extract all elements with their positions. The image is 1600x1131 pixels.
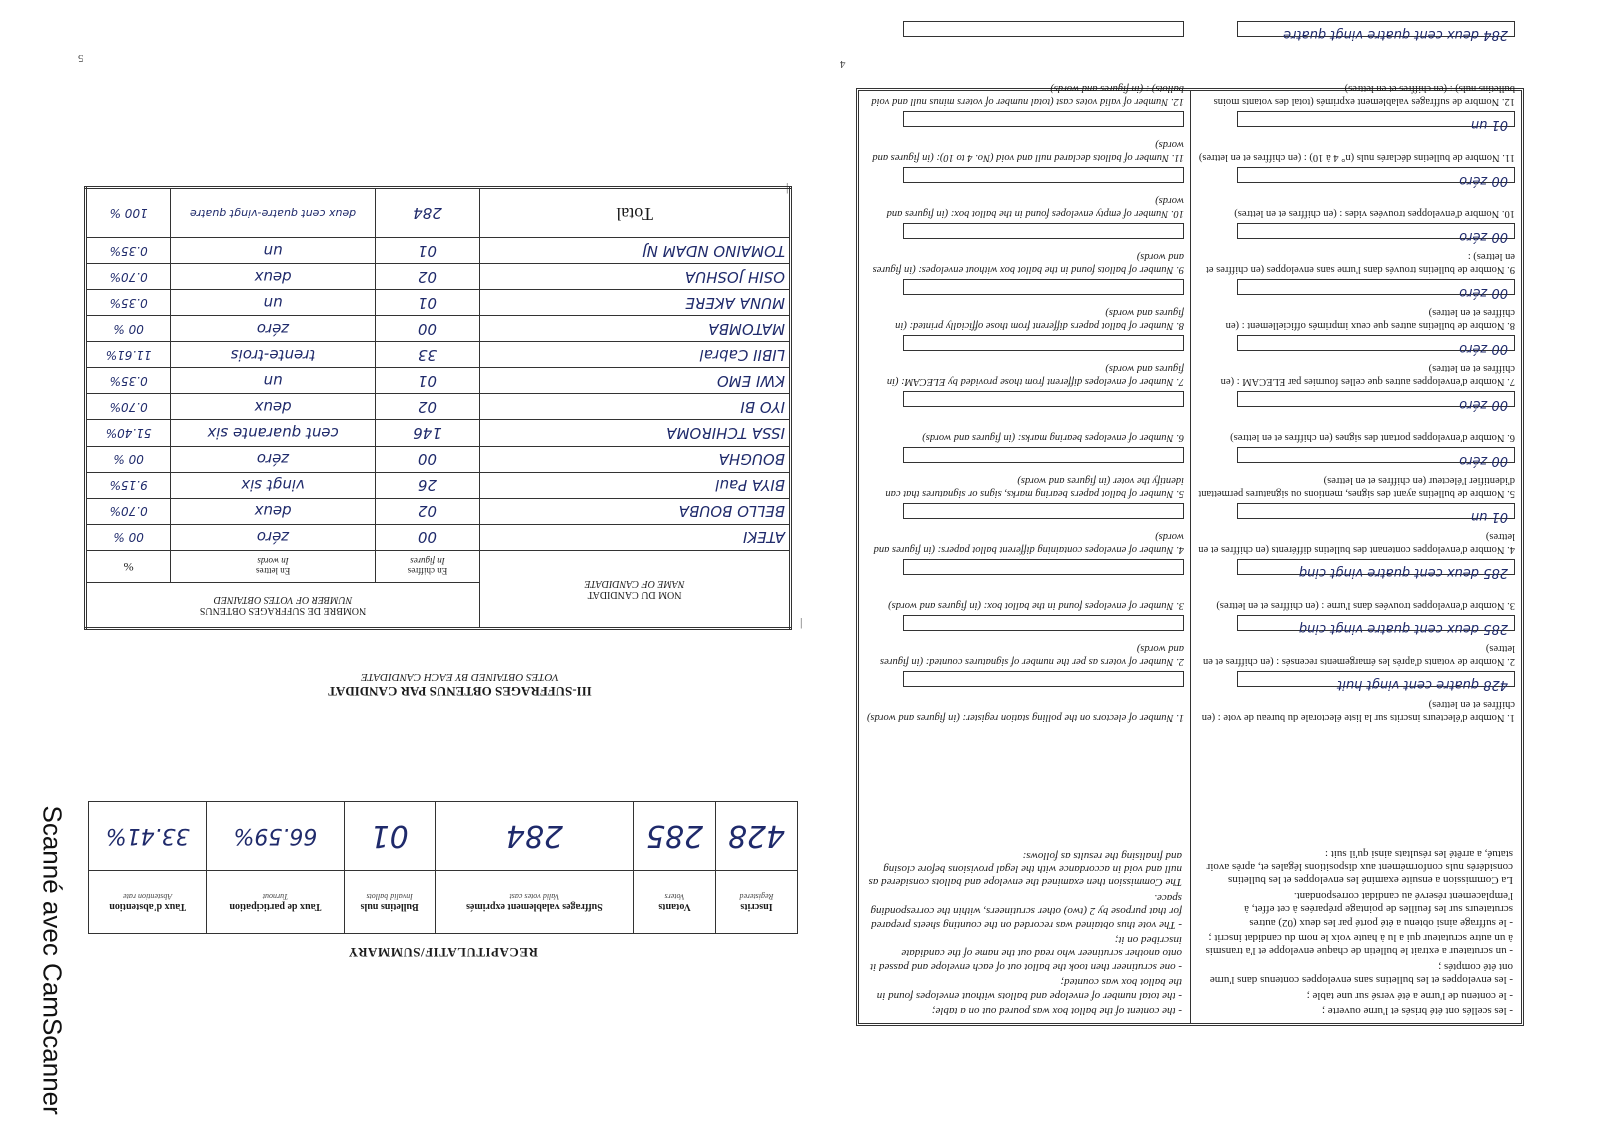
candidate-votes-figures: 26 [375,472,479,498]
form-item-answer-box [903,279,1184,295]
fold-mark: | [800,615,803,629]
summary-abstention-value: 33.41% [89,802,207,871]
summary-head-registered: Inscrits Registered [716,871,798,934]
form-item-fr [1197,611,1515,667]
form-item-answer-box [1237,615,1515,636]
form-item-value: 284 deux cent quatre vingt quatre [1283,27,1508,42]
candidate-votes-figures: 02 [375,498,479,524]
total-figures: 284 [375,188,479,238]
form-item-en [865,219,1184,275]
form-item-answer-box [903,671,1184,687]
form-item-label: 5. Number of ballot papers bearing marks, signs or signatures that can identify the voter (in figures and words) [885,475,1184,499]
form-item-en [865,387,1184,443]
form-item-fr [1197,17,1515,107]
form-item-label: 5. Nombre de bulletins ayant des signes, mentions ou signatures permettant d'identifier l'électeur (en chiffres et en lettres) [1198,475,1515,499]
form-item-value: 285 deux cent quatre vingt cinq [1298,565,1508,580]
candidate-row [86,446,791,472]
form-item-fr [1197,387,1515,443]
candidate-name: ISSA TCHIROMA [480,420,791,446]
candidate-row [86,420,791,446]
candidate-votes-figures: 01 [375,368,479,394]
form-item-label: 2. Number of voters as per the number of signatures counted: (in figures and words) [880,643,1184,667]
form-item-answer-box [1237,111,1515,132]
candidate-votes-figures: 02 [375,394,479,420]
summary-header-row [89,871,798,934]
form-item-value: 01 un [1470,509,1508,524]
candidate-votes-words: vingt six [171,472,376,498]
intro-paragraph: - le suffrage ainsi obtenu a été porté par les deux (02) autres scrutateurs sur les feuilles de pointage préparées à cet effet, à l'emplacement réservé au candidat correspondant. [1244,889,1513,929]
form-item-answer-box [903,223,1184,239]
candidate-row [86,264,791,290]
form-item-answer-box [1237,223,1515,244]
candidate-votes-percent: 00 % [86,524,171,550]
form-item-answer-box [903,615,1184,631]
summary-head-invalid: Bulletins nuls Invalid ballots [344,871,435,934]
form-item-fr [1197,219,1515,275]
form-item-answer-box [903,559,1184,575]
form-item-label: 12. Nombre de suffrages valablement exprimés (total des votants moins bulletins nuls) : (en chiffres et en lettres) [1213,83,1515,107]
form-item-en [865,611,1184,667]
form-item-label: 7. Number of envelopes different from those provided by ELECAM: (in figures and words) [886,363,1184,387]
intro-paragraph: - les scellés ont été brisés et l'urne ouverte ; [1321,1005,1513,1017]
form-item-answer-box [903,391,1184,407]
form-item-en [865,499,1184,555]
candidate-row [86,290,791,316]
form-item-en [865,163,1184,219]
form-item-fr [1197,667,1515,723]
form-item-label: 8. Nombre de bulletins autres que ceux imprimés officiellement : (en chiffres et en lettres) [1225,307,1515,331]
candidate-votes-figures: 02 [375,264,479,290]
form-item-fr [1197,331,1515,387]
form-item-en [865,107,1184,163]
form-item-value: 00 zéro [1459,453,1508,468]
candidate-votes-words: un [171,290,376,316]
candidate-name: MATOMBA [480,316,791,342]
candidate-votes-words: deux [171,264,376,290]
candidates-table [84,186,792,630]
candidate-votes-words: zéro [171,524,376,550]
candidate-votes-figures: 00 [375,446,479,472]
candidate-votes-words: cent quarante six [171,420,376,446]
total-percent: 100 % [86,188,171,238]
form-item-label: 6. Nombre d'enveloppes portant des signes (en chiffres et en lettres) [1230,432,1515,443]
candidate-name: KWI EMO [480,368,791,394]
form-item-label: 4. Nombre d'enveloppes contenant des bulletins différents (en chiffres et en lettres) [1198,531,1515,555]
form-item-value: 01 un [1470,117,1508,132]
form-item-answer-box [1237,559,1515,580]
form-item-en [865,17,1184,107]
form-item-label: 3. Number of envelopes found in the ballot box: (in figures and words) [888,600,1184,611]
form-item-fr [1197,443,1515,499]
total-row [86,188,791,238]
summary-invalid-value: 01 [344,802,435,871]
intro-paragraph: The Commission then examined the envelope and ballots considered as null and void in accordance with the legal provisions before closing and finalising the results as follows: [868,849,1182,889]
form-item-label: 8. Number of ballot papers different from those officially printed: (in figures and words) [895,307,1184,331]
candidate-row [86,524,791,550]
form-item-value: 285 deux cent quatre vingt cinq [1298,621,1508,636]
head-candidate-name: NOM DU CANDIDAT NAME OF CANDIDATE [480,550,791,628]
intro-paragraph: - les enveloppes et les bulletins sans enveloppes contenus dans l'urne ont été comptés ; [1209,960,1513,987]
form-item-en [865,443,1184,499]
head-in-words: En lettres In words [171,550,376,582]
form-item-value: 428 quatre cent vingt huit [1337,677,1508,692]
form-item-label: 10. Number of empty envelopes found in the ballot box: (in figures and words) [886,195,1184,219]
intro-paragraph: - the total number of envelope and ballots without envelopes found in the ballot box was counted; [876,976,1182,1002]
summary-head-turnout: Taux de participation Turnout [207,871,344,934]
page-number-right: 4 [840,58,846,70]
form-item-label: 12. Number of valid votes cast (total number of voters minus null and void ballots) : (in figures and words) [871,83,1184,107]
form-item-label: 2. Nombre de votants d'après les émargements recensés : (en chiffres et en lettres) [1202,643,1515,667]
form-item-value: 00 zéro [1459,341,1508,356]
summary-registered-value: 428 [716,802,798,871]
candidate-votes-words: zéro [171,446,376,472]
candidate-votes-figures: 00 [375,524,479,550]
candidate-name: BIYA Paul [480,472,791,498]
form-item-answer-box [1237,21,1515,42]
form-item-answer-box [903,447,1184,463]
form-item-en [865,275,1184,331]
page-number-left: 5 [78,52,84,64]
candidate-votes-figures: 33 [375,342,479,368]
candidate-name: IYO BI [480,394,791,420]
form-item-answer-box [903,503,1184,519]
candidate-votes-percent: 00 % [86,446,171,472]
form-item-label: 10. Nombre d'enveloppes trouvées vides : (en chiffres et en lettres) [1234,208,1515,219]
intro-paragraph: - The vote thus obtained was recorded on the counting sheets prepared for that purpose by 2 (two) other scrutineers, within the corresponding space. [870,891,1182,931]
form-item-value: 00 zéro [1459,285,1508,300]
intro-paragraph: La Commission a ensuite examiné les enveloppes et les bulletins considérés nuls conformément aux dispositions légales et, après avoir statué, a arrêté les résultats ainsi qu'il suit : [1206,847,1513,887]
results-form [856,27,1524,1026]
summary-section [88,770,798,960]
form-item-fr [1197,275,1515,331]
intro-paragraph: - un scrutateur a extrait le bulletin de chaque enveloppe et l'a transmis à un autre scrutateur qui a lu à haute voix le nom du candidat inscrit ; [1205,931,1513,958]
intro-paragraph: - the content of the ballot box was poured out on a table; [931,1005,1182,1017]
form-item-answer-box [903,167,1184,183]
summary-head-valid: Suffrages valablement exprimés Valid votes cast [435,871,633,934]
candidate-votes-percent: 0.35% [86,290,171,316]
candidate-name: LIBII Cabral [480,342,791,368]
form-item-label: 6. Number of envelopes bearing marks: (in figures and words) [922,432,1184,443]
candidate-votes-figures: 01 [375,238,479,264]
candidate-row [86,238,791,264]
candidates-title: III-SUFFRAGES OBTENUS PAR CANDIDAT VOTES OBTAINED BY EACH CANDIDATE [328,671,592,699]
candidate-name: TOMAINO NDAM NJ [480,238,791,264]
form-item-fr [1197,107,1515,163]
summary-turnout-value: 66.59% [207,802,344,871]
summary-table [88,801,798,934]
form-item-fr [1197,163,1515,219]
form-item-answer-box [1237,391,1515,412]
candidate-votes-words: un [171,368,376,394]
form-item-label: 11. Number of ballots declared null and void (No. 4 to 10): (in figures and words) [872,139,1184,163]
summary-value-row [89,802,798,871]
form-item-label: 3. Nombre d'enveloppes trouvées dans l'urne : (en chiffres et en lettres) [1216,600,1515,611]
candidate-votes-percent: 51.40% [86,420,171,446]
summary-head-voters: Votants Voters [634,871,716,934]
form-column-french [1190,27,1521,1023]
candidate-row [86,472,791,498]
candidate-row [86,394,791,420]
candidate-votes-words: trente-trois [171,342,376,368]
candidate-votes-percent: 0.35% [86,368,171,394]
form-item-label: 1. Number of electors on the polling station register: (in figures and words) [866,712,1184,723]
candidate-name: BOUGHA [480,446,791,472]
candidate-votes-words: zéro [171,316,376,342]
head-percent: % [86,550,171,582]
form-item-en [865,331,1184,387]
form-item-label: 9. Nombre de bulletins trouvés dans l'urne sans enveloppes (en chiffres et en lettres) : [1205,251,1515,275]
form-item-label: 1. Nombre d'électeurs inscrits sur la liste électorale du bureau de vote : (en chiffres et en lettres) [1201,699,1515,723]
summary-voters-value: 285 [634,802,716,871]
candidate-votes-words: un [171,238,376,264]
candidate-name: BELLO BOUBA [480,498,791,524]
candidate-votes-percent: 0.70% [86,394,171,420]
candidate-votes-figures: 01 [375,290,479,316]
form-item-fr [1197,499,1515,555]
form-item-value: 00 zéro [1459,397,1508,412]
form-item-label: 7. Nombre d'enveloppes autres que celles fournies par ELECAM : (en chiffres et en lettres) [1220,363,1515,387]
form-column-english [859,83,1190,1023]
candidate-name: OSIH JOSHUA [480,264,791,290]
candidate-votes-words: deux [171,498,376,524]
candidate-row [86,498,791,524]
candidate-votes-percent: 9.15% [86,472,171,498]
form-item-value: 00 zéro [1459,173,1508,188]
candidates-table-wrap [84,186,792,630]
form-item-answer-box [1237,279,1515,300]
form-item-fr [1197,555,1515,611]
candidate-name: MUNA AKERE [480,290,791,316]
summary-head-abstention: Taux d'abstention Abstention rate [89,871,207,934]
intro-paragraph: - one scrutineer then took the ballot out of each envelope and passed it onto another scrutineer who read out the name of the candidate inscribed on it; [870,933,1182,973]
candidate-votes-figures: 00 [375,316,479,342]
head-in-figures: En chiffres In figures [375,550,479,582]
candidate-row [86,316,791,342]
form-item-value: 00 zéro [1459,229,1508,244]
candidate-votes-figures: 146 [375,420,479,446]
total-words: deux cent quatre-vingt quatre [171,188,376,238]
form-item-answer-box [1237,447,1515,468]
form-item-answer-box [1237,167,1515,188]
form-item-answer-box [1237,503,1515,524]
form-item-answer-box [903,21,1184,37]
form-item-label: 11. Nombre de bulletins déclarés nuls (n° 4 à 10) : (en chiffres et en lettres) [1198,152,1515,163]
intro-paragraph: - le contenu de l'urne a été versé sur une table ; [1306,989,1513,1002]
form-item-label: 9. Number of ballots found in the ballot box without envelopes: (in figures and words) [872,251,1184,275]
form-item-label: 4. Number of envelopes containing different ballot papers: (in figures and words) [873,531,1184,555]
candidate-votes-percent: 11.61% [86,342,171,368]
form-item-answer-box [903,111,1184,127]
candidate-votes-words: deux [171,394,376,420]
total-label: Total [480,188,791,238]
form-item-en [865,667,1184,723]
candidate-votes-percent: 0.35% [86,238,171,264]
summary-title: RECAPITULATIF/SUMMARY [348,945,538,960]
candidate-row [86,368,791,394]
candidate-votes-percent: 0.70% [86,498,171,524]
form-item-answer-box [903,335,1184,351]
head-votes-obtained: NOMBRE DE SUFFRAGES OBTENUS NUMBER OF VOTES OBTAINED [86,583,480,629]
candidate-name: ATEKI [480,524,791,550]
candidate-row [86,342,791,368]
candidate-votes-percent: 00 % [86,316,171,342]
summary-valid-value: 284 [435,802,633,871]
candidate-votes-percent: 0.70% [86,264,171,290]
scanner-watermark: Scanné avec CamScanner [37,805,68,1115]
form-item-en [865,555,1184,611]
form-item-answer-box [1237,671,1515,692]
form-item-answer-box [1237,335,1515,356]
fold-mark: | [786,180,789,194]
